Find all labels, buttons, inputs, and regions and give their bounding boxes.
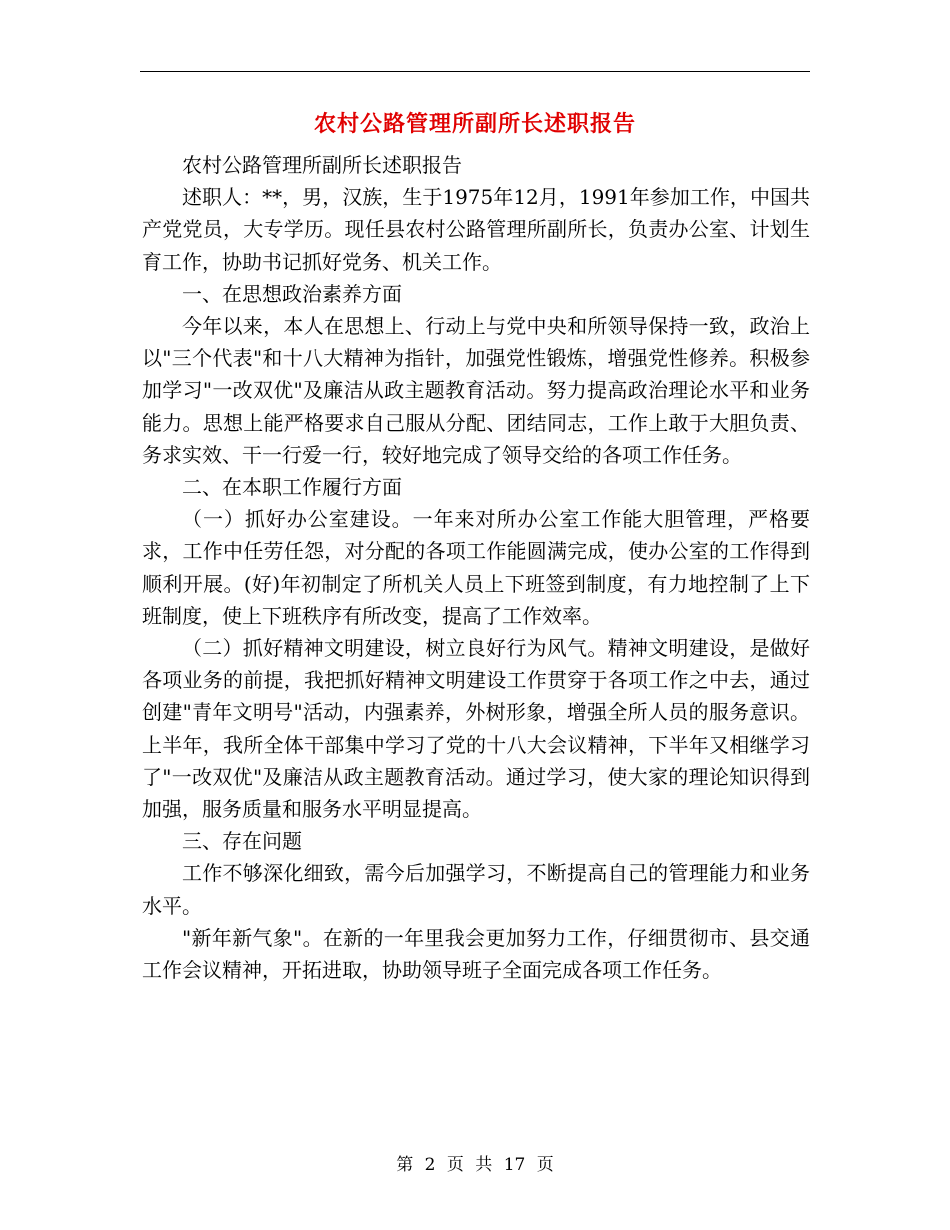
- document-title: 农村公路管理所副所长述职报告: [313, 111, 636, 137]
- paragraph-intro: 述职人：**，男，汉族，生于1975年12月，1991年参加工作，中国共产党党员，大专学历。现任县农村公路管理所副所长，负责办公室、计划生育工作，协助书记抓好党务、机关工作。: [142, 185, 810, 274]
- section-heading-1: 一、在思想政治素养方面: [182, 281, 402, 306]
- header-rule: [140, 71, 810, 72]
- page-number: 第 2 页 共 17 页: [396, 1155, 554, 1175]
- paragraph-problems: 工作不够深化细致，需今后加强学习，不断提高自己的管理能力和业务水平。: [142, 861, 810, 918]
- paragraph-politics: 今年以来，本人在思想上、行动上与党中央和所领导保持一致，政治上以"三个代表"和十八大精神为指针，加强党性锻炼，增强党性修养。积极参加学习"一改双优"及廉洁从政主题教育活动。努力提高政治理论水平和业务能力。思想上能严格要求自己服从分配、团结同志，工作上敢于大胆负责、务求实效、干一行爱一行，较好地完成了领导交给的各项工作任务。: [142, 314, 810, 467]
- paragraph-outlook: "新年新气象"。在新的一年里我会更加努力工作，仔细贯彻市、县交通工作会议精神，开拓进取，协助领导班子全面完成各项工作任务。: [142, 925, 810, 983]
- section-heading-2: 二、在本职工作履行方面: [182, 475, 402, 500]
- paragraph-office: （一）抓好办公室建设。一年来对所办公室工作能大胆管理，严格要求，工作中任劳任怨，对分配的各项工作能圆满完成，使办公室的工作得到顺利开展。(好)年初制定了所机关人员上下班签到制度，有力地控制了上下班制度，使上下班秩序有所改变，提高了工作效率。: [142, 507, 810, 628]
- paragraph-civilization: （二）抓好精神文明建设，树立良好行为风气。精神文明建设，是做好各项业务的前提，我把抓好精神文明建设工作贯穿于各项工作之中去，通过创建"青年文明号"活动，内强素养，外树形象，增强全所人员的服务意识。上半年，我所全体干部集中学习了党的十八大会议精神，下半年又相继学习了"一改双优"及廉洁从政主题教育活动。通过学习，使大家的理论知识得到加强，服务质量和服务水平明显提高。: [142, 636, 810, 822]
- paragraph-subtitle: 农村公路管理所副所长述职报告: [182, 153, 462, 177]
- document-body: [142, 149, 810, 986]
- section-heading-3: 三、存在问题: [182, 829, 302, 854]
